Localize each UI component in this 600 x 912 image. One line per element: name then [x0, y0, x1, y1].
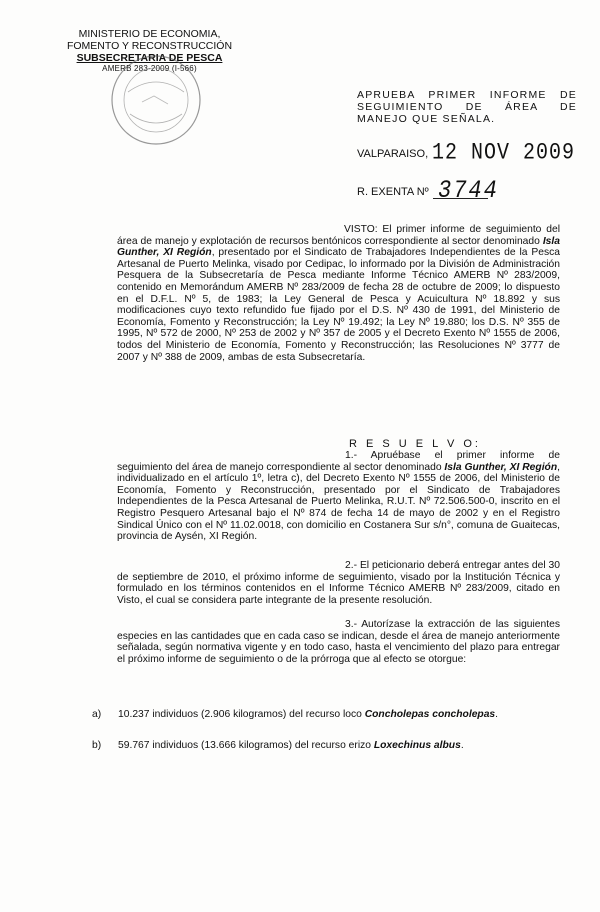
species-name: Loxechinus albus — [373, 740, 461, 751]
article-1: 1.- Apruébase el primer informe de seguimiento del área de manejo correspondiente al sector denominado Isla Gunther, XI Región, individualizado en el artículo 1º, letra c), del Decreto Exento Nº 1555 de 2006, del Ministerio de Economía, Fomento y Reconstrucción, presentado por el Sindicato de Trabajadores Independientes de la Pesca Artesanal de Puerto Melinka, R.U.T. Nº 72.506.500-0, inscrito en el Registro Pesquero Artesanal bajo el Nº 874 de fecha 14 de mayo de 2002 y en el Registro Sindical Único con el Nº 11.02.0018, con domicilio en Costanera Sur s/n°, comuna de Guaitecas, provincia de Aysén, XI Región. — [117, 450, 561, 543]
handwritten-date-stamp: 12 NOV 2009 — [432, 140, 576, 167]
subsecretaria-name: SUBSECRETARIA DE PESCA — [76, 52, 223, 64]
article-1-number: 1.- — [345, 450, 358, 461]
ministry-name-line2: FOMENTO Y RECONSTRUCCIÓN — [66, 40, 233, 52]
official-seal-stamp — [108, 52, 204, 148]
resolution-number: 3744 — [438, 176, 499, 205]
amerb-reference: AMERB 283-2009 (I-566) — [102, 64, 197, 73]
resolution-subject: APRUEBA PRIMER INFORME DE SEGUIMIENTO DE ÁREA DE MANEJO QUE SEÑALA. — [357, 89, 577, 125]
species-item-a: a) 10.237 individuos (2.906 kilogramos) del recurso loco Concholepas concholepas. — [92, 709, 499, 720]
article-3-number: 3.- — [345, 619, 358, 630]
sector-name: Isla Gunther, XI Región — [117, 235, 560, 259]
resuelvo-heading: R E S U E L V O: — [349, 438, 481, 450]
ministry-name-line1: MINISTERIO DE ECONOMIA, — [78, 28, 221, 40]
sector-name: Isla Gunther, XI Región — [444, 461, 558, 473]
species-item-b: b) 59.767 individuos (13.666 kilogramos) del recurso erizo Loxechinus albus. — [92, 740, 464, 751]
species-name: Concholepas concholepas — [364, 709, 496, 720]
article-2: 2.- El peticionario deberá entregar antes del 30 de septiembre de 2010, el próximo informe de seguimiento, visado por la Institución Técnica y formulado en los términos contenidos en el Informe Técnico AMERB Nº 283/2009, citado en Visto, el cual se considera parte integrante de la presente resolución. — [117, 560, 560, 606]
article-2-number: 2.- — [345, 560, 358, 571]
visto-paragraph: VISTO: El primer informe de seguimiento del área de manejo y explotación de recursos bentónicos correspondiente al sector denominado Isla Gunther, XI Región, presentado por el Sindicato de Trabajadores Independientes de la Pesca Artesanal de Puerto Melinka, visado por Cedipac, lo informado por la División de Administración Pesquera de la Subsecretaría de Pesca mediante Informe Técnico AMERB Nº 283/2009, contenido en Memorándum AMERB Nº 283/2009 de fecha 28 de octubre de 2009; lo dispuesto en el D.F.L. Nº 5, de 1983; la Ley General de Pesca y Acuicultura Nº 18.892 y sus modificaciones cuyo texto refundido fue fijado por el D.S. Nº 430 de 1991, del Ministerio de Economía, Fomento y Reconstrucción; la Ley Nº 19.492; la Ley Nº 19.880; los D.S. Nº 355 de 1995, Nº 572 de 2000, Nº 253 de 2002 y Nº 357 de 2005 y el Decreto Exento Nº 1555 de 2006, todos del Ministerio de Economía, Fomento y Reconstrucción; las Resoluciones Nº 3777 de 2007 y Nº 388 de 2009, ambas de esta Subsecretaría. — [117, 224, 560, 363]
place-label: VALPARAISO, — [357, 148, 429, 160]
visto-lead: VISTO: — [344, 224, 378, 235]
article-3: 3.- Autorízase la extracción de las siguientes especies en las cantidades que en cada caso se indican, desde el área de manejo anteriormente señalada, según normativa vigente y en todo caso, hasta el vencimiento del plazo para entregar el próximo informe de seguimiento o de la prórroga que al efecto se otorgue: — [117, 619, 560, 665]
number-underline — [433, 198, 488, 199]
exenta-label: R. EXENTA Nº — [357, 186, 429, 198]
